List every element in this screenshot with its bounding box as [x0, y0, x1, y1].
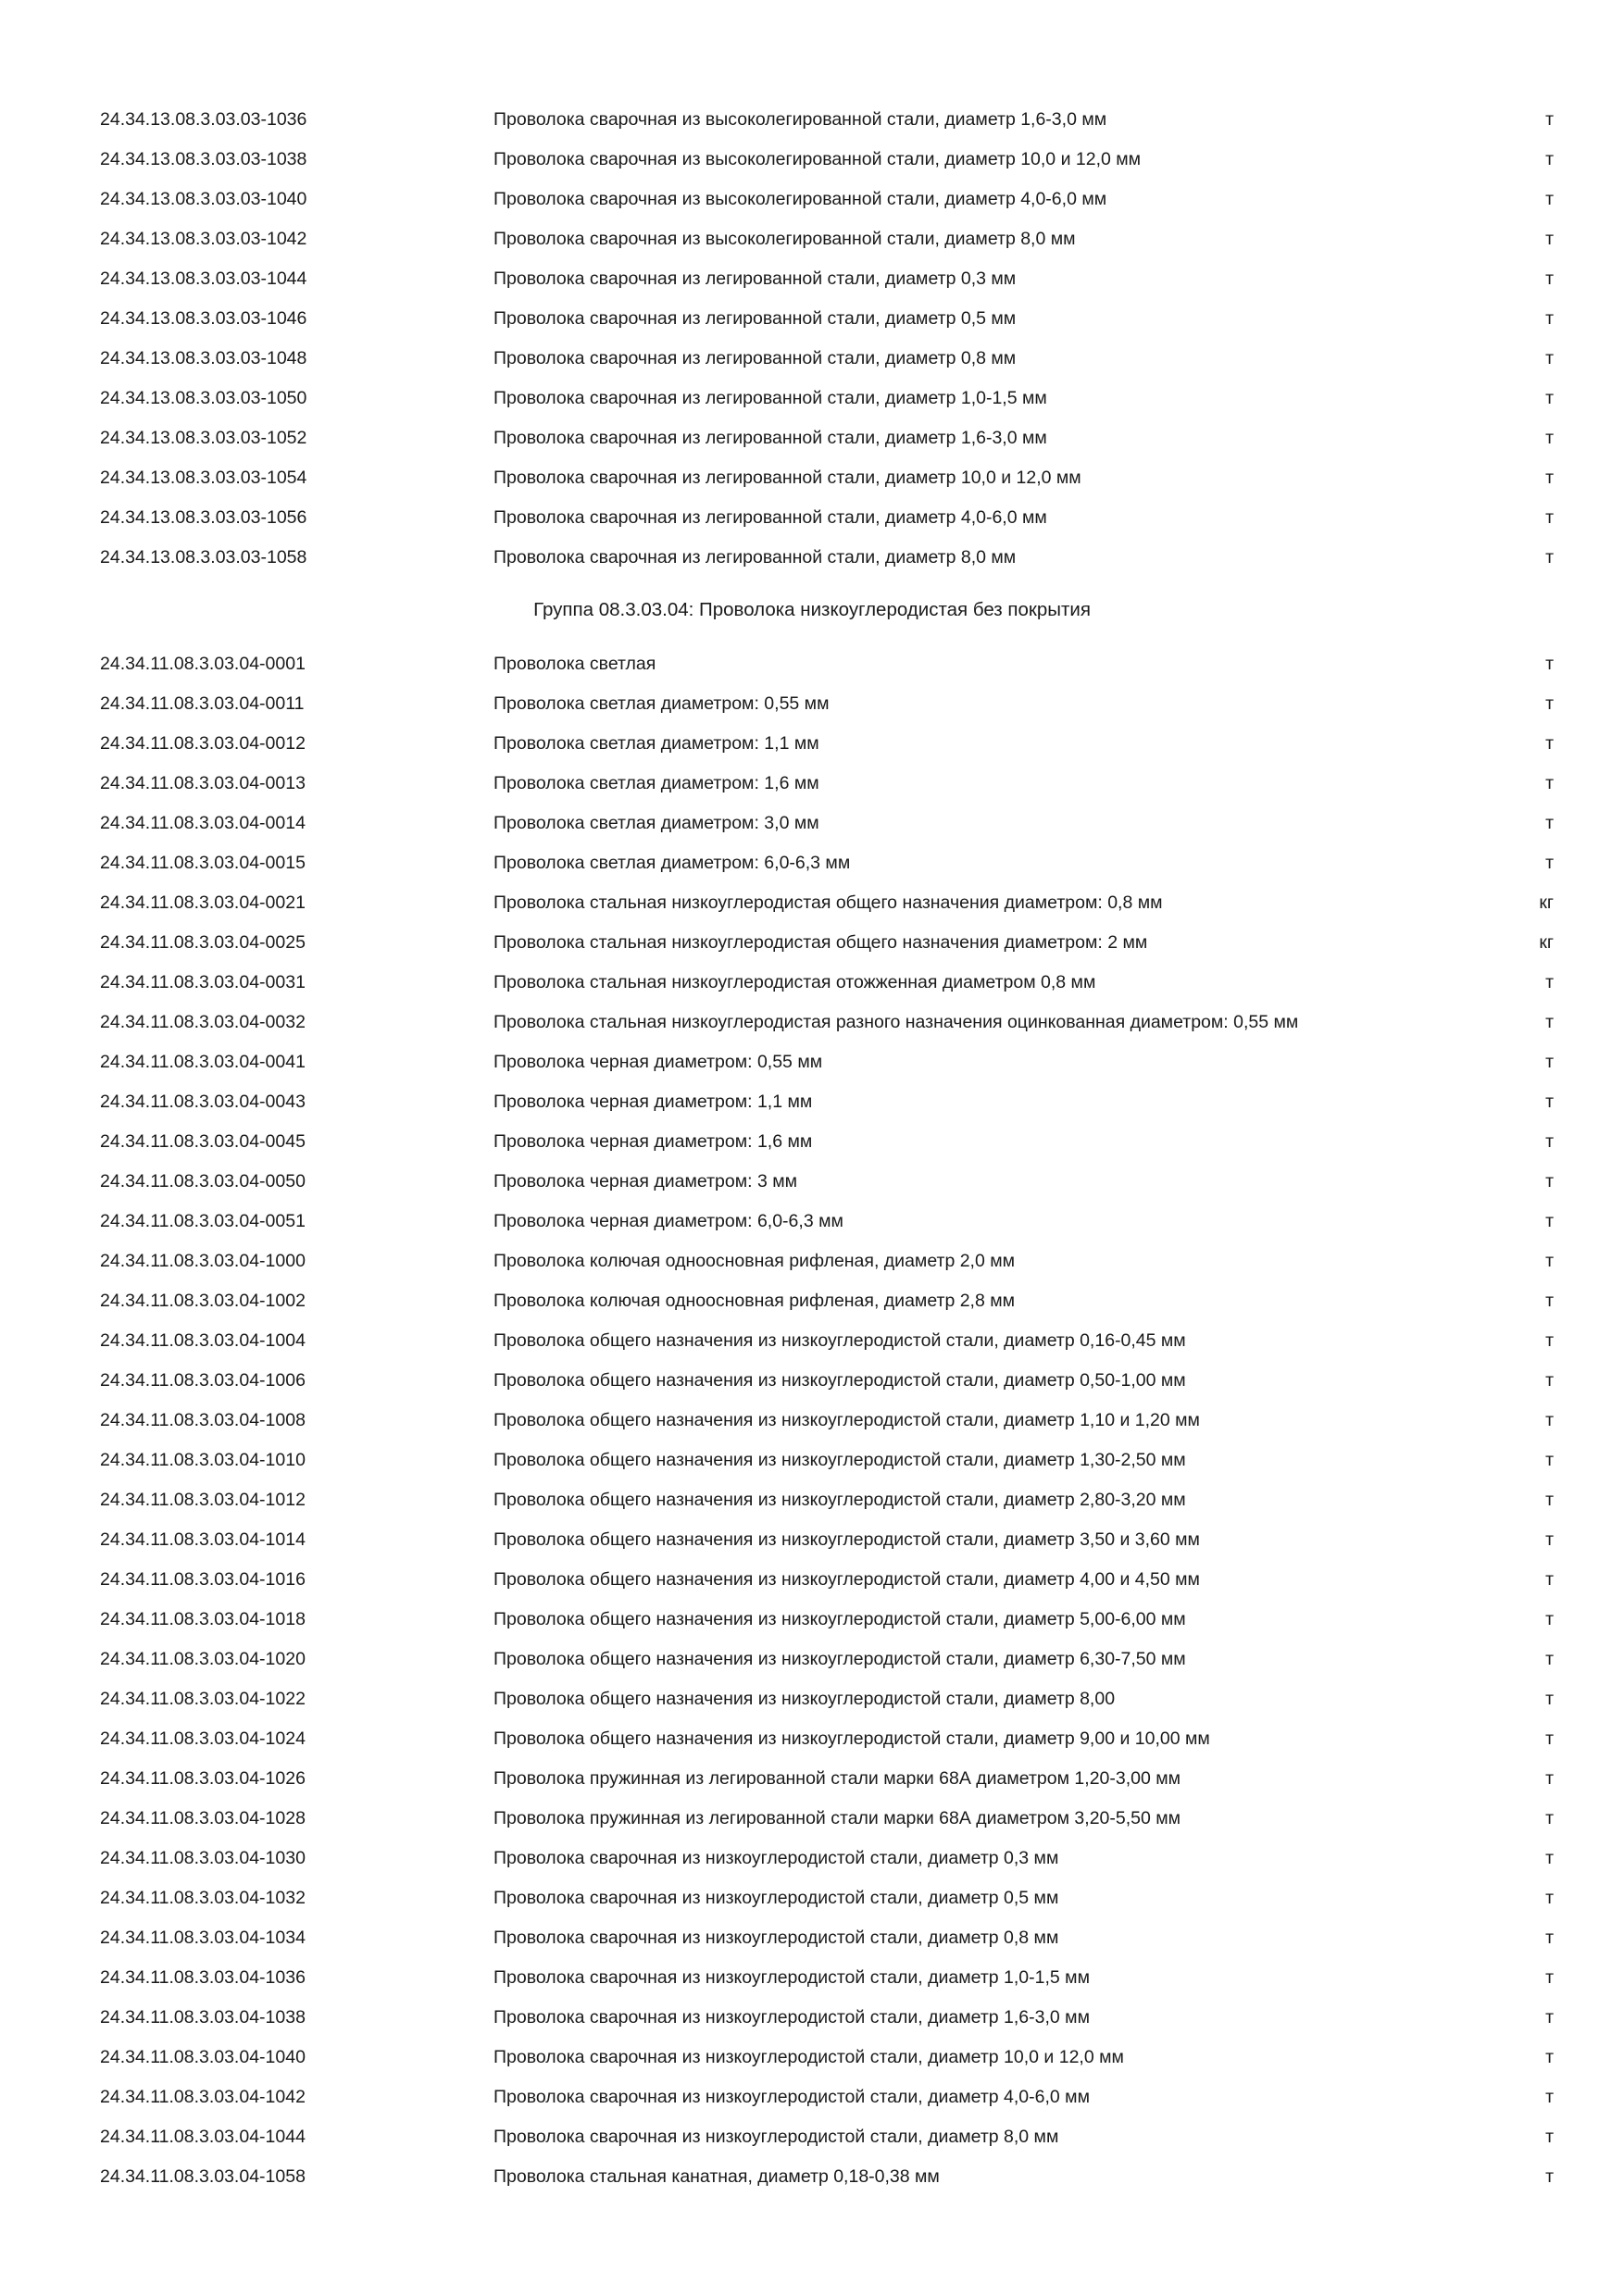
table-row [0, 1480, 1624, 1520]
unit-of-measure: т [1545, 2007, 1554, 2028]
resource-name: Проволока сварочная из легированной стали, диаметр 1,6-3,0 мм [493, 428, 1047, 448]
unit-of-measure: т [1545, 1569, 1554, 1590]
table-row [0, 1202, 1624, 1242]
unit-of-measure: т [1545, 1291, 1554, 1311]
resource-name: Проволока сварочная из низкоуглеродистой стали, диаметр 0,3 мм [493, 1848, 1059, 1868]
unit-of-measure: т [1545, 1529, 1554, 1550]
table-row [0, 1759, 1624, 1799]
top-table-section [0, 100, 1624, 578]
unit-of-measure: т [1545, 853, 1554, 873]
unit-of-measure: т [1545, 1092, 1554, 1112]
table-row [0, 1082, 1624, 1122]
resource-name: Проволока сварочная из низкоуглеродистой стали, диаметр 10,0 и 12,0 мм [493, 2047, 1124, 2067]
unit-of-measure: т [1545, 2047, 1554, 2067]
resource-name: Проволока сварочная из низкоуглеродистой стали, диаметр 0,8 мм [493, 1928, 1059, 1948]
unit-of-measure: т [1545, 1330, 1554, 1351]
resource-code: 24.34.11.08.3.03.04-0032 [100, 1012, 306, 1032]
table-row [0, 963, 1624, 1003]
table-row [0, 1003, 1624, 1042]
unit-of-measure: т [1545, 1808, 1554, 1828]
table-row [0, 1958, 1624, 1998]
table-row [0, 684, 1624, 724]
table-row [0, 644, 1624, 684]
resource-code: 24.34.11.08.3.03.04-0031 [100, 972, 306, 992]
unit-of-measure: т [1545, 1490, 1554, 1510]
resource-name: Проволока сварочная из низкоуглеродистой стали, диаметр 0,5 мм [493, 1888, 1059, 1908]
resource-code: 24.34.11.08.3.03.04-0015 [100, 853, 306, 873]
table-row [0, 2038, 1624, 2078]
unit-of-measure: т [1545, 348, 1554, 368]
resource-name: Проволока сварочная из высоколегированной стали, диаметр 1,6-3,0 мм [493, 109, 1107, 130]
resource-code: 24.34.11.08.3.03.04-1012 [100, 1490, 306, 1510]
table-row [0, 1401, 1624, 1441]
unit-of-measure: т [1545, 773, 1554, 793]
table-row [0, 1321, 1624, 1361]
resource-name: Проволока общего назначения из низкоуглеродистой стали, диаметр 0,16-0,45 мм [493, 1330, 1186, 1351]
table-row [0, 1878, 1624, 1918]
table-row [0, 140, 1624, 180]
resource-code: 24.34.11.08.3.03.04-0011 [100, 693, 305, 714]
resource-code: 24.34.11.08.3.03.04-0014 [100, 813, 306, 833]
resource-name: Проволока стальная низкоуглеродистая отожженная диаметром 0,8 мм [493, 972, 1096, 992]
resource-code: 24.34.11.08.3.03.04-0041 [100, 1052, 306, 1072]
resource-name: Проволока общего назначения из низкоуглеродистой стали, диаметр 9,00 и 10,00 мм [493, 1728, 1210, 1749]
table-row [0, 764, 1624, 804]
resource-code: 24.34.13.08.3.03.03-1040 [100, 189, 307, 209]
resource-name: Проволока сварочная из низкоуглеродистой стали, диаметр 1,0-1,5 мм [493, 1967, 1090, 1988]
resource-code: 24.34.11.08.3.03.04-0021 [100, 892, 306, 913]
unit-of-measure: т [1545, 1052, 1554, 1072]
unit-of-measure: т [1545, 1928, 1554, 1948]
resource-code: 24.34.11.08.3.03.04-0050 [100, 1171, 306, 1192]
resource-name: Проволока общего назначения из низкоуглеродистой стали, диаметр 1,10 и 1,20 мм [493, 1410, 1200, 1430]
resource-code: 24.34.11.08.3.03.04-1038 [100, 2007, 306, 2028]
unit-of-measure: т [1545, 972, 1554, 992]
resource-name: Проволока общего назначения из низкоуглеродистой стали, диаметр 3,50 и 3,60 мм [493, 1529, 1200, 1550]
resource-code: 24.34.13.08.3.03.03-1058 [100, 547, 307, 568]
unit-of-measure: т [1545, 1410, 1554, 1430]
resource-name: Проволока светлая диаметром: 6,0-6,3 мм [493, 853, 851, 873]
resource-code: 24.34.13.08.3.03.03-1054 [100, 468, 307, 488]
resource-name: Проволока светлая диаметром: 1,6 мм [493, 773, 819, 793]
resource-code: 24.34.11.08.3.03.04-1014 [100, 1529, 306, 1550]
resource-code: 24.34.11.08.3.03.04-1016 [100, 1569, 306, 1590]
resource-code: 24.34.11.08.3.03.04-1000 [100, 1251, 306, 1271]
unit-of-measure: т [1545, 268, 1554, 289]
resource-name: Проволока колючая одноосновная рифленая, диаметр 2,8 мм [493, 1291, 1016, 1311]
resource-code: 24.34.11.08.3.03.04-1020 [100, 1649, 306, 1669]
resource-name: Проволока сварочная из легированной стали, диаметр 1,0-1,5 мм [493, 388, 1047, 408]
resource-name: Проволока сварочная из низкоуглеродистой стали, диаметр 8,0 мм [493, 2127, 1059, 2147]
table-row [0, 379, 1624, 418]
table-row [0, 1242, 1624, 1281]
table-row [0, 1162, 1624, 1202]
table-row [0, 299, 1624, 339]
resource-code: 24.34.11.08.3.03.04-1036 [100, 1967, 306, 1988]
resource-code: 24.34.11.08.3.03.04-1018 [100, 1609, 306, 1629]
resource-name: Проволока общего назначения из низкоуглеродистой стали, диаметр 8,00 [493, 1689, 1116, 1709]
resource-code: 24.34.11.08.3.03.04-1002 [100, 1291, 306, 1311]
resource-name: Проволока сварочная из легированной стали, диаметр 8,0 мм [493, 547, 1017, 568]
unit-of-measure: т [1545, 1728, 1554, 1749]
table-row [0, 1998, 1624, 2038]
resource-name: Проволока сварочная из легированной стали, диаметр 0,8 мм [493, 348, 1017, 368]
unit-of-measure: т [1545, 1768, 1554, 1789]
resource-name: Проволока стальная канатная, диаметр 0,18-0,38 мм [493, 2166, 940, 2187]
resource-code: 24.34.11.08.3.03.04-1044 [100, 2127, 306, 2147]
table-row [0, 1600, 1624, 1640]
resource-code: 24.34.13.08.3.03.03-1048 [100, 348, 307, 368]
unit-of-measure: т [1545, 547, 1554, 568]
resource-name: Проволока пружинная из легированной стали марки 68А диаметром 1,20-3,00 мм [493, 1768, 1181, 1789]
unit-of-measure: т [1545, 1012, 1554, 1032]
unit-of-measure: т [1545, 149, 1554, 169]
resource-name: Проволока сварочная из легированной стали, диаметр 0,5 мм [493, 308, 1017, 329]
group-table-section [0, 644, 1624, 2197]
unit-of-measure: т [1545, 308, 1554, 329]
unit-of-measure: т [1545, 1649, 1554, 1669]
resource-code: 24.34.13.08.3.03.03-1056 [100, 507, 307, 528]
unit-of-measure: т [1545, 1450, 1554, 1470]
table-row [0, 100, 1624, 140]
resource-code: 24.34.11.08.3.03.04-1058 [100, 2166, 306, 2187]
unit-of-measure: т [1545, 1211, 1554, 1231]
resource-code: 24.34.11.08.3.03.04-1024 [100, 1728, 306, 1749]
resource-name: Проволока общего назначения из низкоуглеродистой стали, диаметр 6,30-7,50 мм [493, 1649, 1186, 1669]
resource-name: Проволока стальная низкоуглеродистая общего назначения диаметром: 0,8 мм [493, 892, 1163, 913]
resource-name: Проволока черная диаметром: 1,1 мм [493, 1092, 813, 1112]
unit-of-measure: т [1545, 507, 1554, 528]
resource-code: 24.34.11.08.3.03.04-0045 [100, 1131, 306, 1152]
unit-of-measure: т [1545, 2127, 1554, 2147]
unit-of-measure: т [1545, 189, 1554, 209]
unit-of-measure: т [1545, 229, 1554, 249]
table-row [0, 1361, 1624, 1401]
table-row [0, 1799, 1624, 1839]
resource-name: Проволока колючая одноосновная рифленая, диаметр 2,0 мм [493, 1251, 1016, 1271]
resource-name: Проволока общего назначения из низкоуглеродистой стали, диаметр 5,00-6,00 мм [493, 1609, 1186, 1629]
unit-of-measure: т [1545, 1131, 1554, 1152]
resource-code: 24.34.11.08.3.03.04-1042 [100, 2087, 306, 2107]
resource-code: 24.34.11.08.3.03.04-0012 [100, 733, 306, 754]
resource-code: 24.34.11.08.3.03.04-1034 [100, 1928, 306, 1948]
resource-name: Проволока стальная низкоуглеродистая разного назначения оцинкованная диаметром: 0,55 мм [493, 1012, 1299, 1032]
resource-code: 24.34.13.08.3.03.03-1042 [100, 229, 307, 249]
resource-name: Проволока общего назначения из низкоуглеродистой стали, диаметр 1,30-2,50 мм [493, 1450, 1186, 1470]
table-row [0, 1281, 1624, 1321]
table-row [0, 1560, 1624, 1600]
resource-name: Проволока общего назначения из низкоуглеродистой стали, диаметр 4,00 и 4,50 мм [493, 1569, 1200, 1590]
table-row [0, 1719, 1624, 1759]
resource-code: 24.34.11.08.3.03.04-1032 [100, 1888, 306, 1908]
resource-code: 24.34.11.08.3.03.04-1026 [100, 1768, 306, 1789]
resource-code: 24.34.11.08.3.03.04-1028 [100, 1808, 306, 1828]
unit-of-measure: кг [1539, 892, 1554, 913]
resource-name: Проволока сварочная из высоколегированной стали, диаметр 8,0 мм [493, 229, 1076, 249]
table-row [0, 180, 1624, 219]
resource-name: Проволока светлая диаметром: 3,0 мм [493, 813, 819, 833]
table-row [0, 2157, 1624, 2197]
resource-name: Проволока черная диаметром: 3 мм [493, 1171, 798, 1192]
resource-code: 24.34.13.08.3.03.03-1036 [100, 109, 307, 130]
resource-name: Проволока сварочная из высоколегированной стали, диаметр 4,0-6,0 мм [493, 189, 1107, 209]
unit-of-measure: т [1545, 733, 1554, 754]
resource-code: 24.34.13.08.3.03.03-1046 [100, 308, 307, 329]
resource-name: Проволока сварочная из высоколегированной стали, диаметр 10,0 и 12,0 мм [493, 149, 1142, 169]
unit-of-measure: т [1545, 1171, 1554, 1192]
table-row [0, 1640, 1624, 1679]
resource-name: Проволока общего назначения из низкоуглеродистой стали, диаметр 0,50-1,00 мм [493, 1370, 1186, 1391]
resource-code: 24.34.11.08.3.03.04-0043 [100, 1092, 306, 1112]
resource-code: 24.34.11.08.3.03.04-0025 [100, 932, 306, 953]
resource-name: Проволока черная диаметром: 1,6 мм [493, 1131, 813, 1152]
resource-code: 24.34.11.08.3.03.04-0013 [100, 773, 306, 793]
unit-of-measure: т [1545, 1609, 1554, 1629]
table-row [0, 1679, 1624, 1719]
table-row [0, 339, 1624, 379]
resource-name: Проволока пружинная из легированной стали марки 68А диаметром 3,20-5,50 мм [493, 1808, 1181, 1828]
table-row [0, 843, 1624, 883]
resource-code: 24.34.11.08.3.03.04-1040 [100, 2047, 306, 2067]
resource-code: 24.34.13.08.3.03.03-1052 [100, 428, 307, 448]
unit-of-measure: т [1545, 2087, 1554, 2107]
resource-code: 24.34.13.08.3.03.03-1044 [100, 268, 307, 289]
unit-of-measure: т [1545, 388, 1554, 408]
table-row [0, 804, 1624, 843]
resource-name: Проволока общего назначения из низкоуглеродистой стали, диаметр 2,80-3,20 мм [493, 1490, 1186, 1510]
unit-of-measure: т [1545, 1848, 1554, 1868]
resource-name: Проволока сварочная из низкоуглеродистой стали, диаметр 1,6-3,0 мм [493, 2007, 1090, 2028]
table-row [0, 418, 1624, 458]
table-row [0, 1839, 1624, 1878]
unit-of-measure: т [1545, 813, 1554, 833]
resource-name: Проволока стальная низкоуглеродистая общего назначения диаметром: 2 мм [493, 932, 1148, 953]
resource-code: 24.34.11.08.3.03.04-1010 [100, 1450, 306, 1470]
unit-of-measure: т [1545, 428, 1554, 448]
resource-name: Проволока сварочная из низкоуглеродистой стали, диаметр 4,0-6,0 мм [493, 2087, 1090, 2107]
unit-of-measure: кг [1539, 932, 1554, 953]
unit-of-measure: т [1545, 693, 1554, 714]
resource-code: 24.34.11.08.3.03.04-0001 [100, 654, 306, 674]
table-row [0, 538, 1624, 578]
table-row [0, 2117, 1624, 2157]
table-row [0, 883, 1624, 923]
table-row [0, 219, 1624, 259]
resource-name: Проволока сварочная из легированной стали, диаметр 0,3 мм [493, 268, 1017, 289]
resource-name: Проволока черная диаметром: 6,0-6,3 мм [493, 1211, 843, 1231]
resource-code: 24.34.11.08.3.03.04-1022 [100, 1689, 306, 1709]
table-row [0, 1520, 1624, 1560]
table-row [0, 1918, 1624, 1958]
table-row [0, 1042, 1624, 1082]
table-row [0, 498, 1624, 538]
table-row [0, 724, 1624, 764]
unit-of-measure: т [1545, 109, 1554, 130]
unit-of-measure: т [1545, 654, 1554, 674]
resource-code: 24.34.13.08.3.03.03-1038 [100, 149, 307, 169]
table-row [0, 259, 1624, 299]
resource-name: Проволока черная диаметром: 0,55 мм [493, 1052, 823, 1072]
resource-name: Проволока сварочная из легированной стали, диаметр 4,0-6,0 мм [493, 507, 1047, 528]
unit-of-measure: т [1545, 1251, 1554, 1271]
resource-code: 24.34.11.08.3.03.04-0051 [100, 1211, 306, 1231]
table-row [0, 923, 1624, 963]
unit-of-measure: т [1545, 468, 1554, 488]
table-row [0, 458, 1624, 498]
resource-code: 24.34.13.08.3.03.03-1050 [100, 388, 307, 408]
unit-of-measure: т [1545, 1370, 1554, 1391]
unit-of-measure: т [1545, 1888, 1554, 1908]
unit-of-measure: т [1545, 1967, 1554, 1988]
unit-of-measure: т [1545, 2166, 1554, 2187]
table-row [0, 2078, 1624, 2117]
table-row [0, 1122, 1624, 1162]
unit-of-measure: т [1545, 1689, 1554, 1709]
group-heading: Группа 08.3.03.04: Проволока низкоуглеродистая без покрытия [533, 599, 1091, 620]
table-row [0, 1441, 1624, 1480]
resource-name: Проволока светлая диаметром: 1,1 мм [493, 733, 819, 754]
resource-code: 24.34.11.08.3.03.04-1004 [100, 1330, 306, 1351]
resource-code: 24.34.11.08.3.03.04-1008 [100, 1410, 306, 1430]
resource-name: Проволока светлая [493, 654, 656, 674]
resource-name: Проволока светлая диаметром: 0,55 мм [493, 693, 830, 714]
resource-code: 24.34.11.08.3.03.04-1030 [100, 1848, 306, 1868]
resource-name: Проволока сварочная из легированной стали, диаметр 10,0 и 12,0 мм [493, 468, 1081, 488]
resource-code: 24.34.11.08.3.03.04-1006 [100, 1370, 306, 1391]
